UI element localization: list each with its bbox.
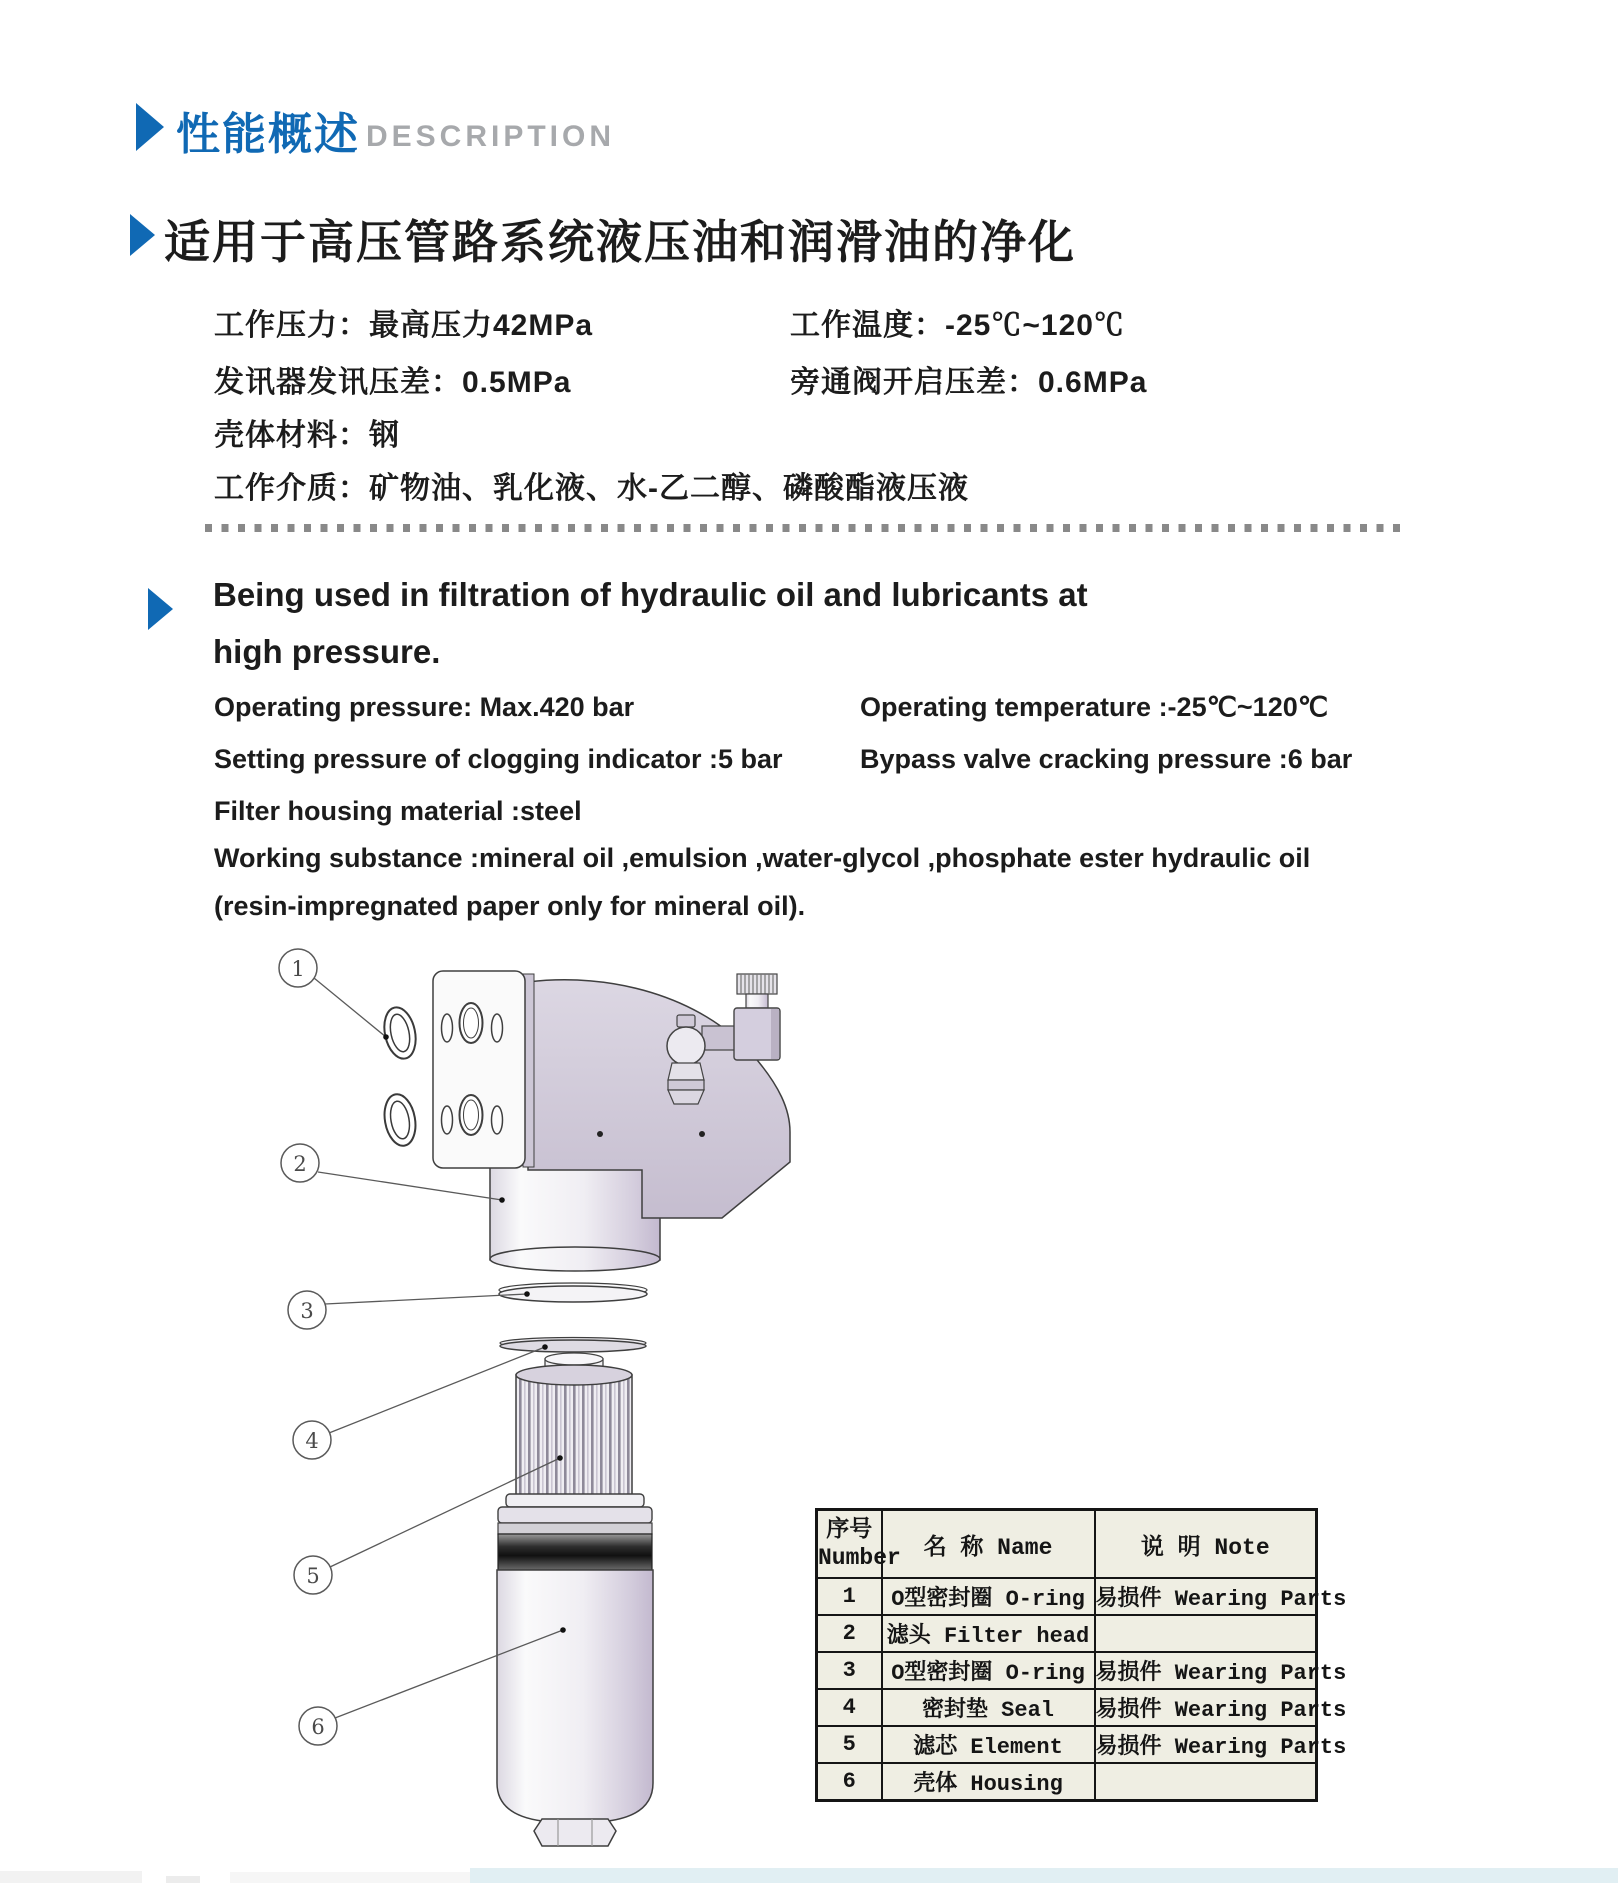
cell-number: 2 bbox=[817, 1615, 882, 1652]
en-spec-material: Filter housing material :steel bbox=[214, 796, 582, 826]
cell-number: 6 bbox=[817, 1763, 882, 1801]
parts-table-header-row bbox=[817, 1510, 1317, 1579]
table-row bbox=[817, 1652, 1317, 1689]
cell-note bbox=[1095, 1763, 1317, 1801]
filter-housing bbox=[497, 1494, 653, 1846]
en-spec-media: Working substance :mineral oil ,emulsion ,water-glycol ,phosphate ester hydraulic oil bbox=[214, 843, 1311, 873]
port-hole bbox=[460, 1003, 483, 1043]
cell-name: 滤头 Filter head bbox=[882, 1615, 1095, 1652]
col-header-note: 说 明 Note bbox=[1095, 1510, 1317, 1579]
table-row bbox=[817, 1689, 1317, 1726]
col-header-name: 名 称 Name bbox=[882, 1510, 1095, 1579]
filter-element bbox=[516, 1353, 632, 1495]
cell-number: 3 bbox=[817, 1652, 882, 1689]
col-header-number: 序号 Number bbox=[817, 1510, 882, 1579]
housing-hex-nut bbox=[534, 1819, 616, 1846]
port-hole bbox=[492, 1106, 503, 1134]
cell-number: 1 bbox=[817, 1578, 882, 1615]
footer-accent-bar bbox=[470, 1868, 1618, 1883]
cn-spec-pressure: 工作压力：最高压力42MPa bbox=[214, 309, 594, 342]
screw-dot bbox=[597, 1131, 603, 1137]
port-hole bbox=[492, 1014, 503, 1042]
cell-name: O型密封圈 O-ring bbox=[882, 1578, 1095, 1615]
port-hole bbox=[442, 1014, 453, 1042]
o-ring-pair bbox=[380, 1004, 420, 1148]
mounting-plate bbox=[433, 971, 534, 1168]
scan-artifact bbox=[166, 1876, 200, 1883]
cell-note bbox=[1095, 1615, 1317, 1652]
callout-balloons bbox=[279, 949, 337, 1745]
cn-spec-bypass: 旁通阀开启压差：0.6MPa bbox=[790, 366, 1148, 399]
cell-note: 易损件 Wearing Parts bbox=[1095, 1689, 1317, 1726]
cell-name: 滤芯 Element bbox=[882, 1726, 1095, 1763]
filter-head-neck bbox=[490, 1164, 660, 1271]
en-heading-line2: high pressure. bbox=[213, 633, 441, 670]
seal-disc bbox=[500, 1338, 646, 1353]
en-spec-bypass: Bypass valve cracking pressure :6 bar bbox=[860, 744, 1353, 774]
cell-number: 4 bbox=[817, 1689, 882, 1726]
callout-4-label: 4 bbox=[305, 1429, 319, 1453]
en-heading-line1: Being used in filtration of hydraulic oil and lubricants at bbox=[213, 576, 1088, 613]
callout-3-label: 3 bbox=[300, 1299, 314, 1323]
scan-artifact bbox=[230, 1872, 470, 1883]
callout-1-label: 1 bbox=[291, 957, 305, 981]
cell-note: 易损件 Wearing Parts bbox=[1095, 1652, 1317, 1689]
section-title-cn: 性能概述 bbox=[176, 110, 360, 159]
cn-heading: 适用于高压管路系统液压油和润滑油的净化 bbox=[164, 216, 1076, 268]
en-spec-temperature: Operating temperature :-25℃~120℃ bbox=[860, 692, 1329, 722]
housing-o-ring-band bbox=[498, 1534, 652, 1570]
o-ring-disc bbox=[499, 1283, 647, 1302]
cell-note: 易损件 Wearing Parts bbox=[1095, 1578, 1317, 1615]
cell-number: 5 bbox=[817, 1726, 882, 1763]
cell-name: O型密封圈 O-ring bbox=[882, 1652, 1095, 1689]
parts-table bbox=[815, 1508, 1347, 1802]
cn-spec-media: 工作介质：矿物油、乳化液、水-乙二醇、磷酸酯液压液 bbox=[214, 472, 969, 505]
exploded-view-diagram bbox=[240, 938, 820, 1868]
en-spec-pressure: Operating pressure: Max.420 bar bbox=[214, 692, 635, 722]
cn-spec-temperature: 工作温度：-25℃~120℃ bbox=[790, 309, 1125, 342]
callout-6-label: 6 bbox=[311, 1715, 325, 1739]
table-row bbox=[817, 1615, 1317, 1652]
en-heading bbox=[213, 566, 1088, 680]
cn-heading-bullet-icon bbox=[130, 214, 155, 256]
dotted-divider bbox=[205, 524, 1402, 532]
table-row bbox=[817, 1578, 1317, 1615]
scan-artifact bbox=[0, 1871, 142, 1883]
cell-note: 易损件 Wearing Parts bbox=[1095, 1726, 1317, 1763]
callout-2-label: 2 bbox=[293, 1152, 307, 1176]
screw-dot bbox=[699, 1131, 705, 1137]
en-spec-indicator: Setting pressure of clogging indicator :5 bar bbox=[214, 744, 783, 774]
table-row bbox=[817, 1763, 1317, 1801]
cn-spec-material: 壳体材料：钢 bbox=[214, 419, 400, 452]
cell-name: 密封垫 Seal bbox=[882, 1689, 1095, 1726]
en-spec-media-note: (resin-impregnated paper only for mineral oil). bbox=[214, 891, 806, 921]
port-hole bbox=[460, 1095, 483, 1135]
cell-name: 壳体 Housing bbox=[882, 1763, 1095, 1801]
cn-spec-indicator: 发讯器发讯压差：0.5MPa bbox=[214, 366, 572, 399]
en-heading-bullet-icon bbox=[148, 588, 173, 630]
section-bullet-icon bbox=[136, 103, 164, 151]
callout-5-label: 5 bbox=[306, 1564, 320, 1588]
section-title-en: DESCRIPTION bbox=[366, 120, 616, 153]
table-row bbox=[817, 1726, 1317, 1763]
port-hole bbox=[442, 1106, 453, 1134]
indicator-dome bbox=[667, 1027, 705, 1065]
